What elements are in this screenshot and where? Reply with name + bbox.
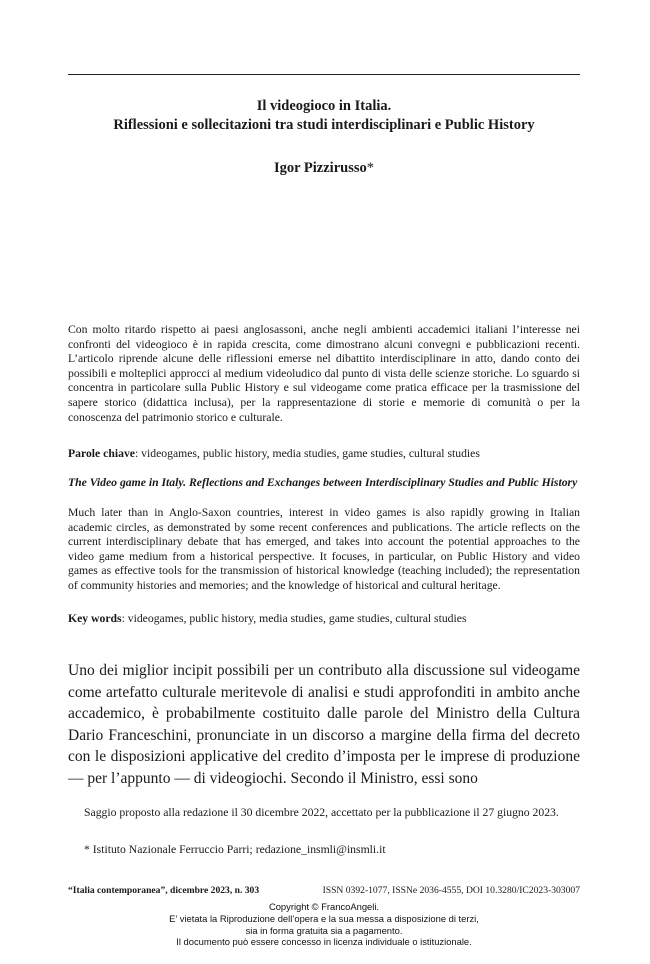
abstract-english: Much later than in Anglo-Saxon countries, interest in video games is also rapidly growing in Italian academic circles, as demonstrated by some recent conferences and publications. The article reflects on the current interdisciplinary debate that has emerged, and takes into account the potential approaches to the video game medium from a historical perspective. It focuses, in particular, on Public History and video games as effective tools for the transmission of historical knowledge (teaching included); the representation of community histories and memories; and the knowledge of historical and cultural heritage. bbox=[68, 506, 580, 592]
copyright-line: Il documento può essere concesso in licenza individuale o istituzionale. bbox=[176, 936, 472, 948]
page-footer bbox=[68, 885, 580, 896]
keywords-italian-label: Parole chiave bbox=[68, 447, 135, 460]
copyright-line: sia in forma gratuita sia a pagamento. bbox=[245, 924, 403, 936]
copyright-line: Copyright © FrancoAngeli. bbox=[268, 901, 380, 912]
author-text: Igor Pizzirusso bbox=[273, 160, 367, 176]
article-title bbox=[68, 97, 580, 135]
keywords-english-list: : videogames, public history, media studies, game studies, cultural studies bbox=[121, 612, 467, 625]
author-footnote-mark: * bbox=[366, 160, 374, 176]
title-line-2: Riflessioni e sollecitazioni tra studi interdisciplinari e Public History bbox=[113, 117, 535, 133]
abstract-italian: Con molto ritardo rispetto ai paesi anglosassoni, anche negli ambienti accademici italiani l’interesse nei confronti del videogioco è in rapida crescita, come dimostrano alcuni convegni e pubblicazioni recenti. L’articolo riprende alcune delle riflessioni emerse nel dibattito interdisciplinare in atto, dando conto dei possibili e molteplici approcci al medium videoludico dal punto di vista delle scienze storiche. Lo sguardo si concentra in particolare sulla Public History e sul videogame come pratica efficace per la trasmissione del sapere storico (didattica inclusa), per la rappresentazione di storie e memorie di comunità o per la conoscenza del patrimonio storico e culturale. bbox=[68, 323, 580, 424]
keywords-english bbox=[68, 612, 580, 627]
author-name bbox=[68, 160, 580, 177]
english-title: The Video game in Italy. Reflections and Exchanges between Interdisciplinary Studies and Public History bbox=[68, 476, 578, 489]
footer-identifiers: ISSN 0392-1077, ISSNe 2036-4555, DOI 10.3280/IC2023-303007 bbox=[322, 885, 580, 896]
copyright-line: E’ vietata la Riproduzione dell’opera e la sua messa a disposizione di terzi, bbox=[169, 912, 479, 924]
keywords-italian bbox=[68, 447, 580, 462]
submission-note: Saggio proposto alla redazione il 30 dicembre 2022, accettato per la pubblicazione il 27 giugno 2023. bbox=[84, 806, 559, 819]
title-line-1: Il videogioco in Italia. bbox=[256, 98, 392, 114]
affiliation-note: * Istituto Nazionale Ferruccio Parri; redazione_insmli@insmli.it bbox=[84, 843, 386, 856]
footer-journal: “Italia contemporanea”, dicembre 2023, n. 303 bbox=[68, 885, 260, 896]
keywords-italian-list: : videogames, public history, media studies, game studies, cultural studies bbox=[134, 447, 480, 460]
copyright-notice bbox=[68, 901, 580, 948]
body-paragraph: Uno dei miglior incipit possibili per un contributo alla discussione sul videogame come artefatto culturale meritevole di analisi e studi approfonditi in ambito anche accademico, è probabilmente costituito dalle parole del Ministro della Cultura Dario Franceschini, pronunciate in un discorso a margine della firma del decreto con le disposizioni applicative del credito d’imposta per le imprese di produzione — per l’appunto — di videogiochi. Secondo il Ministro, essi sono bbox=[68, 662, 580, 787]
top-rule bbox=[68, 74, 580, 75]
keywords-english-label: Key words bbox=[68, 612, 122, 625]
